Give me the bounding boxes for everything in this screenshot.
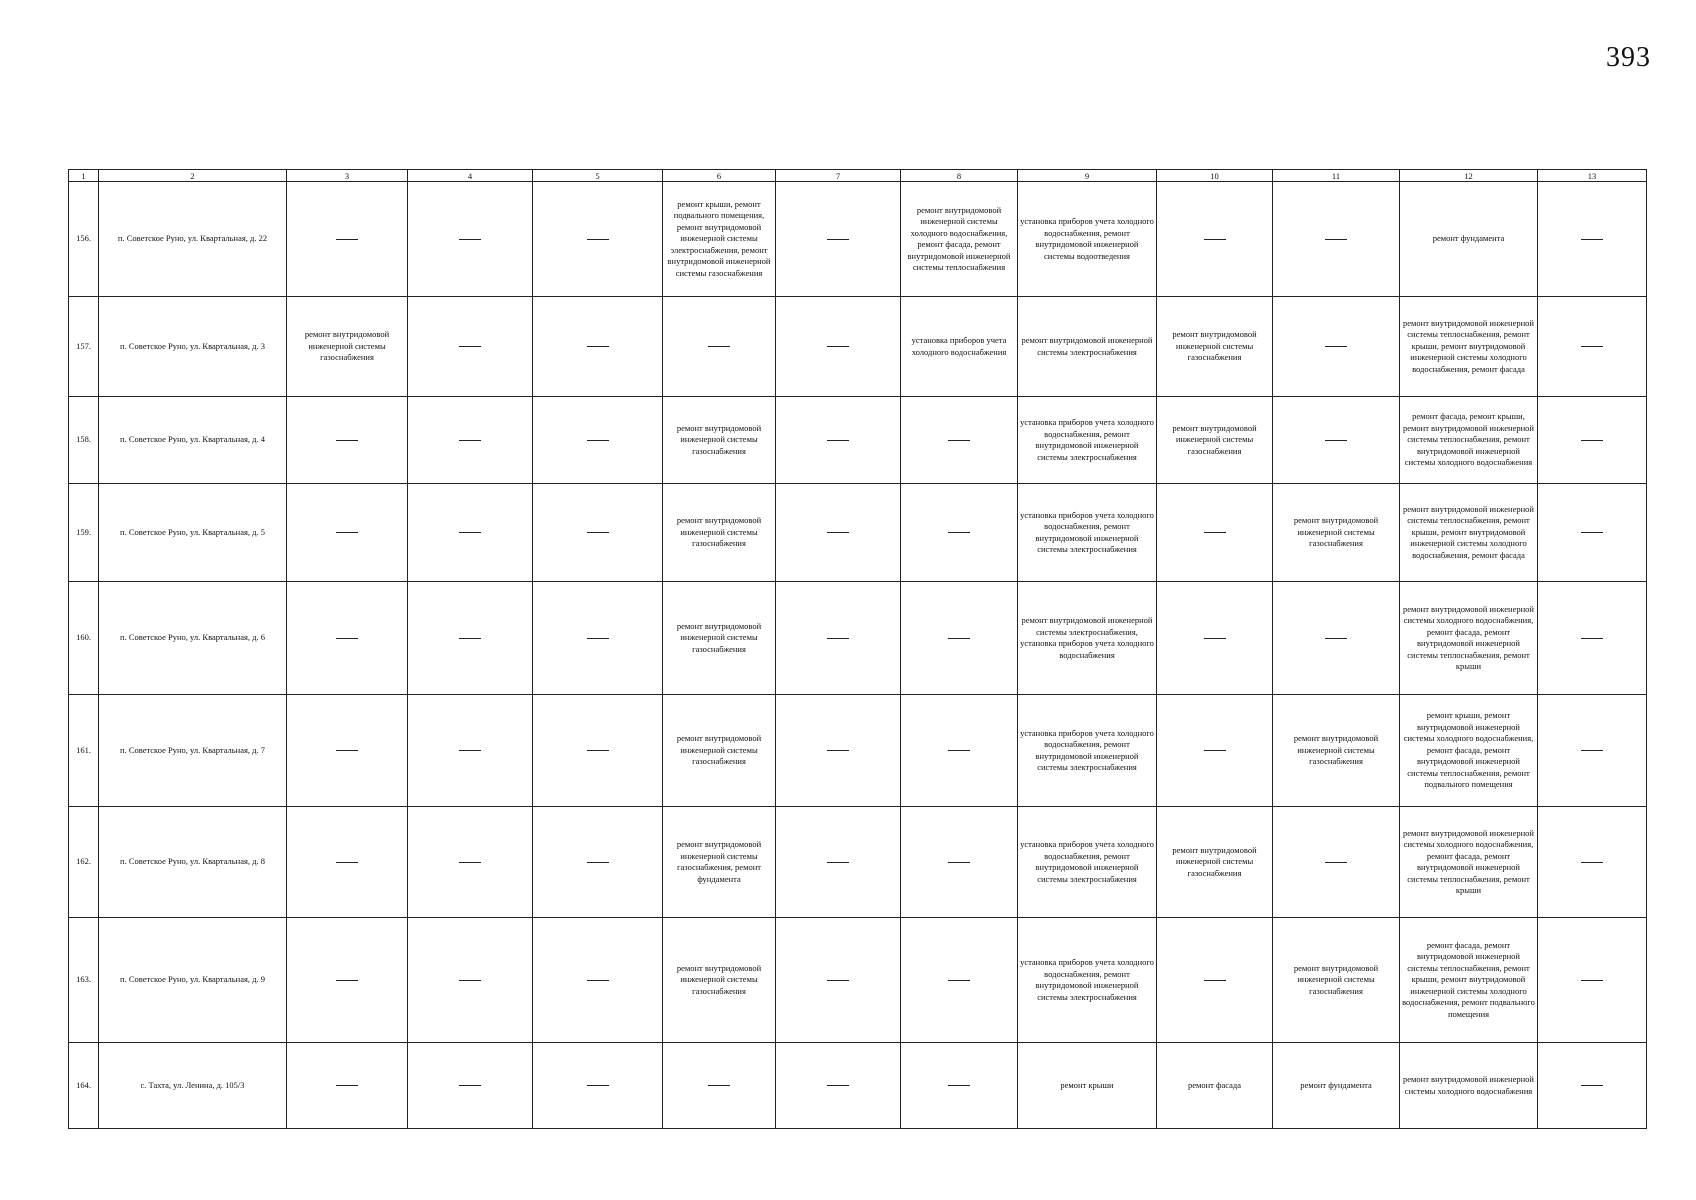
work-description-cell: ремонт внутридомовой инженерной системы теплоснабжения, ремонт крыши, ремонт внутридомовой инженерной системы холодного водоснабжения, ремонт фасада xyxy=(1400,484,1538,582)
work-description-cell: ремонт внутридомовой инженерной системы газоснабжения xyxy=(287,297,408,397)
empty-dash-cell xyxy=(287,182,408,297)
empty-dash-cell xyxy=(533,807,663,918)
empty-dash-cell xyxy=(1273,397,1400,484)
column-number-11: 11 xyxy=(1273,170,1400,182)
dash-mark xyxy=(587,532,609,533)
column-number-8: 8 xyxy=(901,170,1018,182)
empty-dash-cell xyxy=(287,397,408,484)
empty-dash-cell xyxy=(1538,695,1647,807)
column-number-2: 2 xyxy=(99,170,287,182)
address-cell: п. Советское Руно, ул. Квартальная, д. 4 xyxy=(99,397,287,484)
empty-dash-cell xyxy=(776,397,901,484)
table-row xyxy=(69,695,1647,807)
empty-dash-cell xyxy=(533,484,663,582)
dash-mark xyxy=(336,532,358,533)
empty-dash-cell xyxy=(287,918,408,1043)
empty-dash-cell xyxy=(776,484,901,582)
empty-dash-cell xyxy=(1538,397,1647,484)
dash-mark xyxy=(1581,440,1603,441)
empty-dash-cell xyxy=(1538,182,1647,297)
dash-mark xyxy=(587,862,609,863)
address-cell: п. Советское Руно, ул. Квартальная, д. 8 xyxy=(99,807,287,918)
dash-mark xyxy=(827,862,849,863)
dash-mark xyxy=(1204,750,1226,751)
empty-dash-cell xyxy=(533,695,663,807)
dash-mark xyxy=(459,346,481,347)
table-row xyxy=(69,182,1647,297)
dash-mark xyxy=(587,440,609,441)
dash-mark xyxy=(336,239,358,240)
row-number: 161. xyxy=(69,695,99,807)
dash-mark xyxy=(587,638,609,639)
page-number: 393 xyxy=(1606,42,1651,73)
row-number: 164. xyxy=(69,1043,99,1129)
dash-mark xyxy=(1581,750,1603,751)
row-number: 160. xyxy=(69,582,99,695)
dash-mark xyxy=(1325,638,1347,639)
empty-dash-cell xyxy=(533,182,663,297)
empty-dash-cell xyxy=(663,297,776,397)
empty-dash-cell xyxy=(287,695,408,807)
empty-dash-cell xyxy=(663,1043,776,1129)
work-description-cell: ремонт внутридомовой инженерной системы газоснабжения xyxy=(1157,397,1273,484)
work-description-cell: ремонт внутридомовой инженерной системы газоснабжения xyxy=(1157,807,1273,918)
work-description-cell: ремонт крыши xyxy=(1018,1043,1157,1129)
dash-mark xyxy=(587,346,609,347)
work-description-cell: ремонт внутридомовой инженерной системы теплоснабжения, ремонт крыши, ремонт внутридомовой инженерной системы холодного водоснабжения, ремонт фасада xyxy=(1400,297,1538,397)
column-number-9: 9 xyxy=(1018,170,1157,182)
work-description-cell: ремонт крыши, ремонт внутридомовой инженерной системы холодного водоснабжения, ремонт фасада, ремонт внутридомовой инженерной системы теплоснабжения, ремонт подвального помещения xyxy=(1400,695,1538,807)
column-number-13: 13 xyxy=(1538,170,1647,182)
dash-mark xyxy=(336,862,358,863)
empty-dash-cell xyxy=(776,297,901,397)
work-description-cell: ремонт внутридомовой инженерной системы электроснабжения xyxy=(1018,297,1157,397)
work-description-cell: установка приборов учета холодного водоснабжения, ремонт внутридомовой инженерной системы водоотведения xyxy=(1018,182,1157,297)
dash-mark xyxy=(1325,862,1347,863)
dash-mark xyxy=(587,750,609,751)
empty-dash-cell xyxy=(408,484,533,582)
empty-dash-cell xyxy=(533,1043,663,1129)
empty-dash-cell xyxy=(901,484,1018,582)
column-number-4: 4 xyxy=(408,170,533,182)
empty-dash-cell xyxy=(408,397,533,484)
column-number-7: 7 xyxy=(776,170,901,182)
dash-mark xyxy=(1204,239,1226,240)
row-number: 159. xyxy=(69,484,99,582)
work-description-cell: установка приборов учета холодного водоснабжения xyxy=(901,297,1018,397)
work-description-cell: ремонт внутридомовой инженерной системы холодного водоснабжения xyxy=(1400,1043,1538,1129)
row-number: 162. xyxy=(69,807,99,918)
dash-mark xyxy=(1581,862,1603,863)
row-number: 158. xyxy=(69,397,99,484)
dash-mark xyxy=(459,1085,481,1086)
empty-dash-cell xyxy=(776,695,901,807)
column-number-12: 12 xyxy=(1400,170,1538,182)
empty-dash-cell xyxy=(408,182,533,297)
address-cell: с. Тахта, ул. Ленина, д. 105/3 xyxy=(99,1043,287,1129)
empty-dash-cell xyxy=(1157,918,1273,1043)
empty-dash-cell xyxy=(1157,695,1273,807)
dash-mark xyxy=(1325,440,1347,441)
empty-dash-cell xyxy=(776,582,901,695)
dash-mark xyxy=(1581,346,1603,347)
empty-dash-cell xyxy=(901,397,1018,484)
dash-mark xyxy=(459,980,481,981)
work-description-cell: ремонт фундамента xyxy=(1273,1043,1400,1129)
table-row xyxy=(69,397,1647,484)
work-description-cell: ремонт внутридомовой инженерной системы холодного водоснабжения, ремонт фасада, ремонт внутридомовой инженерной системы теплоснабжения xyxy=(901,182,1018,297)
empty-dash-cell xyxy=(1157,582,1273,695)
work-description-cell: ремонт крыши, ремонт подвального помещения, ремонт внутридомовой инженерной системы электроснабжения, ремонт внутридомовой инженерной системы газоснабжения xyxy=(663,182,776,297)
empty-dash-cell xyxy=(901,1043,1018,1129)
column-number-header-row xyxy=(69,170,1647,182)
empty-dash-cell xyxy=(408,582,533,695)
work-description-cell: ремонт внутридомовой инженерной системы газоснабжения xyxy=(663,918,776,1043)
empty-dash-cell xyxy=(287,484,408,582)
address-cell: п. Советское Руно, ул. Квартальная, д. 3 xyxy=(99,297,287,397)
column-number-10: 10 xyxy=(1157,170,1273,182)
dash-mark xyxy=(948,980,970,981)
dash-mark xyxy=(827,1085,849,1086)
dash-mark xyxy=(459,638,481,639)
dash-mark xyxy=(827,239,849,240)
address-cell: п. Советское Руно, ул. Квартальная, д. 9 xyxy=(99,918,287,1043)
column-number-6: 6 xyxy=(663,170,776,182)
empty-dash-cell xyxy=(1157,182,1273,297)
dash-mark xyxy=(1581,980,1603,981)
empty-dash-cell xyxy=(408,1043,533,1129)
empty-dash-cell xyxy=(1538,297,1647,397)
work-description-cell: ремонт внутридомовой инженерной системы газоснабжения xyxy=(663,695,776,807)
work-description-cell: ремонт фасада, ремонт внутридомовой инженерной системы теплоснабжения, ремонт крыши, ремонт внутридомовой инженерной системы холодного водоснабжения, ремонт подвального помещения xyxy=(1400,918,1538,1043)
dash-mark xyxy=(948,440,970,441)
work-description-cell: установка приборов учета холодного водоснабжения, ремонт внутридомовой инженерной системы электроснабжения xyxy=(1018,695,1157,807)
work-description-cell: ремонт внутридомовой инженерной системы газоснабжения xyxy=(663,582,776,695)
empty-dash-cell xyxy=(408,297,533,397)
dash-mark xyxy=(1325,346,1347,347)
dash-mark xyxy=(1204,532,1226,533)
dash-mark xyxy=(336,638,358,639)
dash-mark xyxy=(948,862,970,863)
dash-mark xyxy=(587,980,609,981)
empty-dash-cell xyxy=(776,918,901,1043)
empty-dash-cell xyxy=(901,582,1018,695)
row-number: 156. xyxy=(69,182,99,297)
table-row xyxy=(69,484,1647,582)
work-description-cell: ремонт фундамента xyxy=(1400,182,1538,297)
dash-mark xyxy=(459,239,481,240)
address-cell: п. Советское Руно, ул. Квартальная, д. 7 xyxy=(99,695,287,807)
work-description-cell: установка приборов учета холодного водоснабжения, ремонт внутридомовой инженерной системы электроснабжения xyxy=(1018,807,1157,918)
empty-dash-cell xyxy=(1538,484,1647,582)
address-cell: п. Советское Руно, ул. Квартальная, д. 22 xyxy=(99,182,287,297)
repair-schedule-table xyxy=(68,169,1647,1129)
empty-dash-cell xyxy=(1273,807,1400,918)
work-description-cell: установка приборов учета холодного водоснабжения, ремонт внутридомовой инженерной системы электроснабжения xyxy=(1018,918,1157,1043)
dash-mark xyxy=(827,980,849,981)
empty-dash-cell xyxy=(1273,582,1400,695)
work-description-cell: ремонт фасада xyxy=(1157,1043,1273,1129)
work-description-cell: установка приборов учета холодного водоснабжения, ремонт внутридомовой инженерной системы электроснабжения xyxy=(1018,397,1157,484)
work-description-cell: ремонт внутридомовой инженерной системы газоснабжения xyxy=(1273,484,1400,582)
dash-mark xyxy=(1204,980,1226,981)
dash-mark xyxy=(336,1085,358,1086)
dash-mark xyxy=(336,440,358,441)
empty-dash-cell xyxy=(533,582,663,695)
dash-mark xyxy=(459,862,481,863)
empty-dash-cell xyxy=(776,807,901,918)
work-description-cell: ремонт внутридомовой инженерной системы холодного водоснабжения, ремонт фасада, ремонт внутридомовой инженерной системы теплоснабжения, ремонт крыши xyxy=(1400,807,1538,918)
empty-dash-cell xyxy=(776,1043,901,1129)
dash-mark xyxy=(1581,532,1603,533)
empty-dash-cell xyxy=(901,918,1018,1043)
dash-mark xyxy=(827,346,849,347)
empty-dash-cell xyxy=(1538,1043,1647,1129)
empty-dash-cell xyxy=(1538,807,1647,918)
work-description-cell: ремонт внутридомовой инженерной системы газоснабжения xyxy=(1273,695,1400,807)
dash-mark xyxy=(1581,1085,1603,1086)
table-row xyxy=(69,1043,1647,1129)
empty-dash-cell xyxy=(1538,582,1647,695)
address-cell: п. Советское Руно, ул. Квартальная, д. 5 xyxy=(99,484,287,582)
dash-mark xyxy=(948,1085,970,1086)
dash-mark xyxy=(827,638,849,639)
empty-dash-cell xyxy=(533,297,663,397)
dash-mark xyxy=(948,638,970,639)
empty-dash-cell xyxy=(901,695,1018,807)
empty-dash-cell xyxy=(1538,918,1647,1043)
row-number: 163. xyxy=(69,918,99,1043)
dash-mark xyxy=(336,980,358,981)
dash-mark xyxy=(587,1085,609,1086)
work-description-cell: ремонт внутридомовой инженерной системы газоснабжения xyxy=(663,397,776,484)
dash-mark xyxy=(708,346,730,347)
dash-mark xyxy=(948,750,970,751)
dash-mark xyxy=(827,750,849,751)
dash-mark xyxy=(708,1085,730,1086)
dash-mark xyxy=(459,750,481,751)
address-cell: п. Советское Руно, ул. Квартальная, д. 6 xyxy=(99,582,287,695)
work-description-cell: ремонт внутридомовой инженерной системы электроснабжения, установка приборов учета холодного водоснабжения xyxy=(1018,582,1157,695)
empty-dash-cell xyxy=(287,1043,408,1129)
dash-mark xyxy=(948,532,970,533)
empty-dash-cell xyxy=(408,695,533,807)
dash-mark xyxy=(1581,638,1603,639)
empty-dash-cell xyxy=(1273,182,1400,297)
table-row xyxy=(69,918,1647,1043)
dash-mark xyxy=(1325,239,1347,240)
dash-mark xyxy=(459,440,481,441)
empty-dash-cell xyxy=(287,807,408,918)
work-description-cell: установка приборов учета холодного водоснабжения, ремонт внутридомовой инженерной системы электроснабжения xyxy=(1018,484,1157,582)
table-row xyxy=(69,297,1647,397)
work-description-cell: ремонт внутридомовой инженерной системы газоснабжения xyxy=(1157,297,1273,397)
dash-mark xyxy=(336,750,358,751)
empty-dash-cell xyxy=(1273,297,1400,397)
empty-dash-cell xyxy=(901,807,1018,918)
column-number-1: 1 xyxy=(69,170,99,182)
table-row xyxy=(69,582,1647,695)
column-number-3: 3 xyxy=(287,170,408,182)
dash-mark xyxy=(1204,638,1226,639)
table-row xyxy=(69,807,1647,918)
work-description-cell: ремонт внутридомовой инженерной системы газоснабжения xyxy=(663,484,776,582)
dash-mark xyxy=(459,532,481,533)
empty-dash-cell xyxy=(533,918,663,1043)
row-number: 157. xyxy=(69,297,99,397)
work-description-cell: ремонт фасада, ремонт крыши, ремонт внутридомовой инженерной системы теплоснабжения, ремонт внутридомовой инженерной системы холодного водоснабжения xyxy=(1400,397,1538,484)
column-number-5: 5 xyxy=(533,170,663,182)
empty-dash-cell xyxy=(1157,484,1273,582)
dash-mark xyxy=(827,532,849,533)
dash-mark xyxy=(827,440,849,441)
empty-dash-cell xyxy=(776,182,901,297)
empty-dash-cell xyxy=(408,918,533,1043)
work-description-cell: ремонт внутридомовой инженерной системы газоснабжения, ремонт фундамента xyxy=(663,807,776,918)
empty-dash-cell xyxy=(408,807,533,918)
work-description-cell: ремонт внутридомовой инженерной системы газоснабжения xyxy=(1273,918,1400,1043)
dash-mark xyxy=(587,239,609,240)
dash-mark xyxy=(1581,239,1603,240)
empty-dash-cell xyxy=(533,397,663,484)
work-description-cell: ремонт внутридомовой инженерной системы холодного водоснабжения, ремонт фасада, ремонт внутридомовой инженерной системы теплоснабжения, ремонт крыши xyxy=(1400,582,1538,695)
empty-dash-cell xyxy=(287,582,408,695)
